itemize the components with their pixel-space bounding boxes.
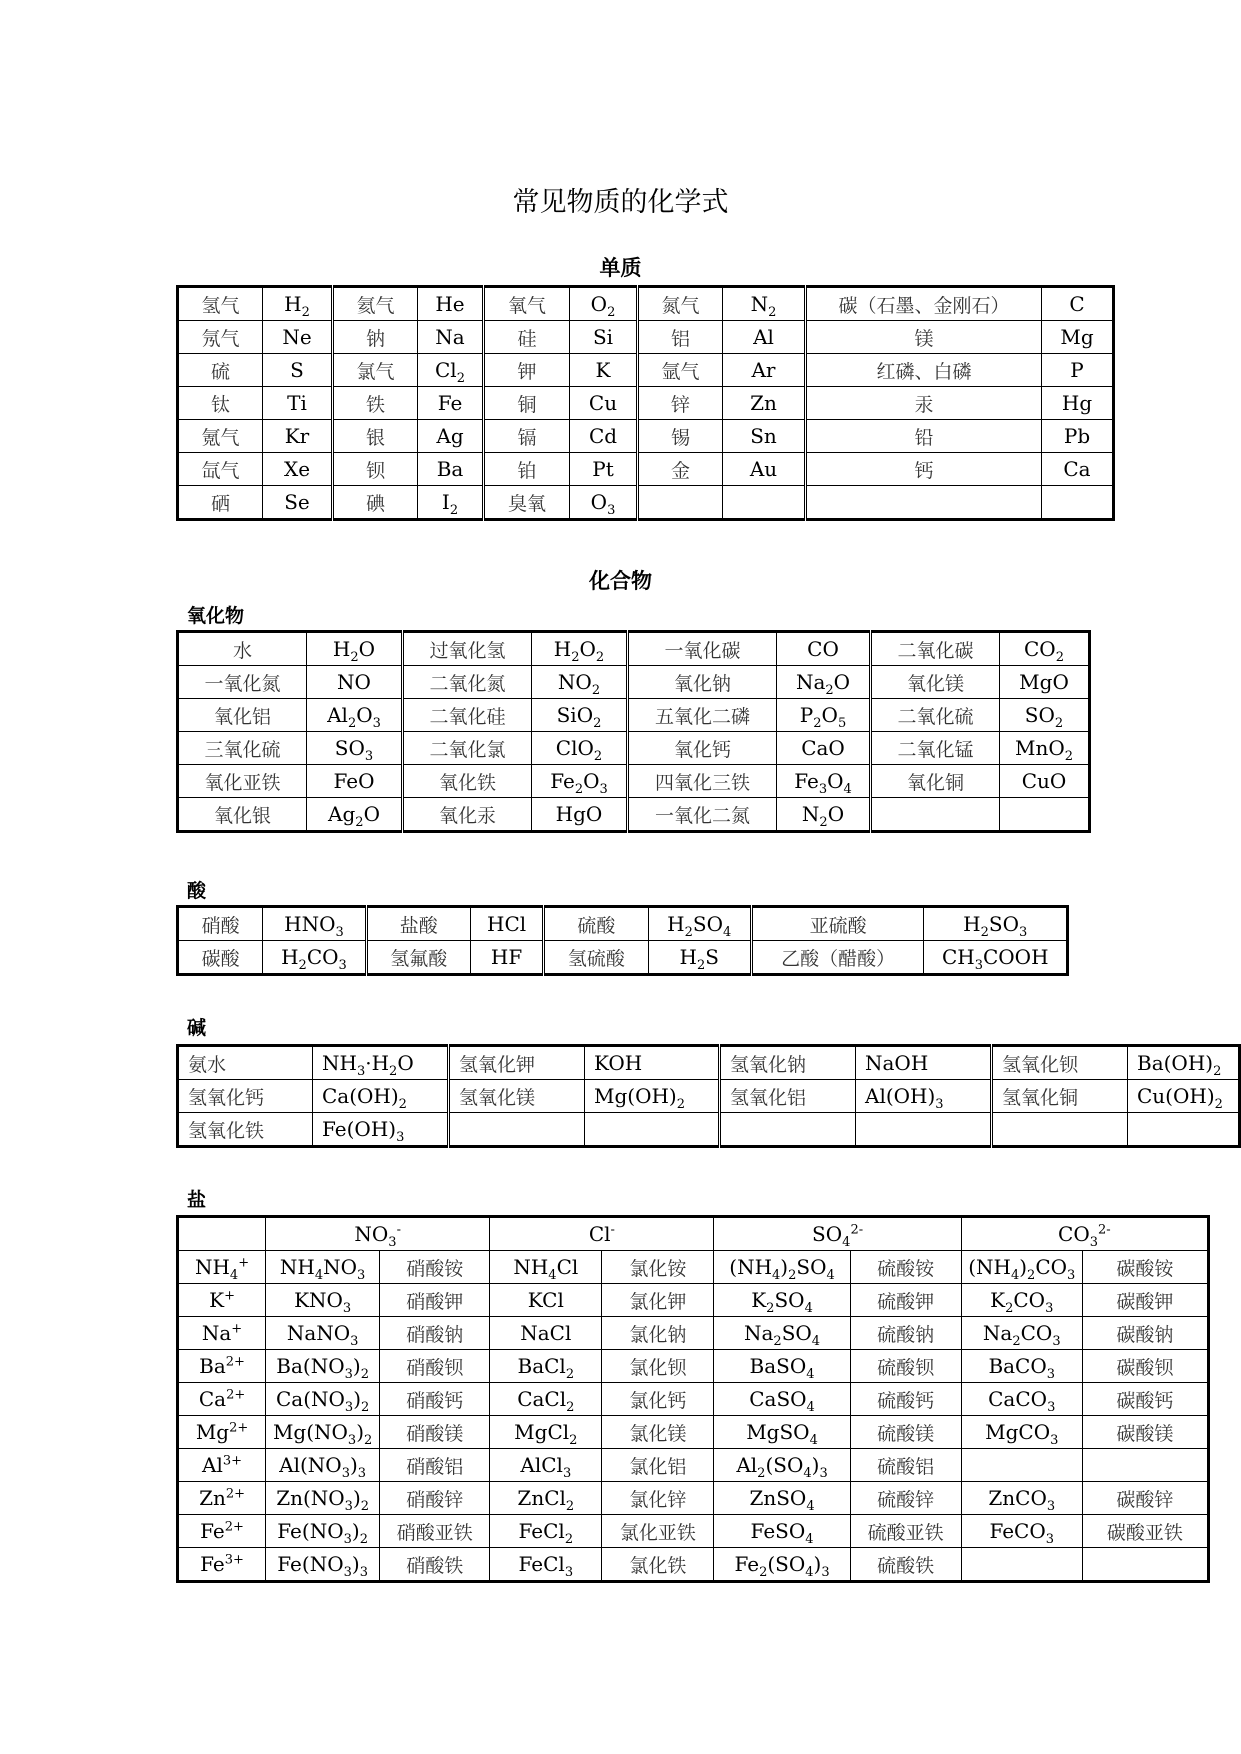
oxide-formula-cell: $SO_2$ [1000, 699, 1090, 732]
oxide-formula-cell: $Fe_3O_4$ [777, 765, 871, 798]
oxide-row [178, 632, 1090, 666]
element-name-cell: 镉 [484, 420, 570, 453]
compounds-heading: 化合物 [589, 569, 652, 593]
element-row [178, 321, 1114, 354]
element-formula-cell: $Cl_2$ [418, 354, 484, 387]
salt-formula-cell: CaCO$_3$ [961, 1383, 1082, 1416]
salt-formula-cell: $K_2SO_4$ [714, 1284, 850, 1317]
base-name-cell: 氨水 [178, 1046, 313, 1080]
salt-row [178, 1383, 1209, 1416]
salt-formula-cell: BaCl$_2$ [490, 1350, 602, 1383]
element-formula-cell: Se [263, 486, 333, 520]
base-formula-cell: KOH [585, 1046, 720, 1080]
salt-formula-cell: $(NH_4)_2CO_3$ [961, 1251, 1082, 1284]
salt-row [178, 1416, 1209, 1449]
element-formula-cell: Mg [1042, 321, 1114, 354]
salt-name-cell: 硝酸钠 [380, 1317, 490, 1350]
salt-formula-cell [961, 1548, 1082, 1582]
base-name-cell [720, 1113, 856, 1147]
salt-name-cell: 氯化锌 [602, 1482, 714, 1515]
cation-cell: Na+ [178, 1317, 266, 1350]
element-row [178, 453, 1114, 486]
salt-formula-cell: FeCO$_3$ [961, 1515, 1082, 1548]
salt-name-cell: 氯化钡 [602, 1350, 714, 1383]
salt-name-cell: 碳酸锌 [1082, 1482, 1208, 1515]
element-formula-cell: S [263, 354, 333, 387]
cation-cell: $Ca^{2+}$ [178, 1383, 266, 1416]
element-name-cell: 硫 [178, 354, 263, 387]
element-formula-cell: Pb [1042, 420, 1114, 453]
element-name-cell [638, 486, 723, 520]
oxide-name-cell: 水 [178, 632, 307, 666]
element-formula-cell: Pt [570, 453, 638, 486]
acid-row [178, 941, 1068, 975]
salt-name-cell: 氯化亚铁 [602, 1515, 714, 1548]
element-name-cell: 氧气 [484, 287, 570, 321]
element-name-cell: 铝 [638, 321, 723, 354]
salt-row [178, 1449, 1209, 1482]
acid-name-cell: 硫酸 [544, 907, 648, 941]
oxide-formula-cell: $H_2O_2$ [532, 632, 628, 666]
oxide-name-cell: 二氧化硫 [871, 699, 1000, 732]
salt-formula-cell: MgSO$_4$ [714, 1416, 850, 1449]
element-name-cell: 锡 [638, 420, 723, 453]
element-formula-cell [1042, 486, 1114, 520]
salt-formula-cell: $KNO_3$ [266, 1284, 380, 1317]
salt-name-cell: 硫酸钡 [850, 1350, 961, 1383]
salt-name-cell: 硫酸铵 [850, 1251, 961, 1284]
element-formula-cell: Ba [418, 453, 484, 486]
oxide-row [178, 699, 1090, 732]
salt-name-cell: 硫酸铁 [850, 1548, 961, 1582]
oxide-name-cell: 氧化铜 [871, 765, 1000, 798]
salt-formula-cell: FeCl$_3$ [490, 1548, 602, 1582]
oxide-name-cell: 二氧化锰 [871, 732, 1000, 765]
oxide-formula-cell: $Al_2O_3$ [307, 699, 403, 732]
element-formula-cell: Ne [263, 321, 333, 354]
element-name-cell: 氯气 [333, 354, 418, 387]
salt-name-cell: 硫酸钠 [850, 1317, 961, 1350]
element-formula-cell: $H_2$ [263, 287, 333, 321]
salt-row [178, 1317, 1209, 1350]
element-formula-cell: Na [418, 321, 484, 354]
salt-name-cell: 硝酸钡 [380, 1350, 490, 1383]
base-formula-cell: NaOH [856, 1046, 992, 1080]
salt-name-cell: 碳酸钠 [1082, 1317, 1208, 1350]
salt-name-cell: 硫酸钙 [850, 1383, 961, 1416]
salt-name-cell: 硫酸镁 [850, 1416, 961, 1449]
salt-formula-cell: $NH_4NO_3$ [266, 1251, 380, 1284]
salt-row [178, 1284, 1209, 1317]
element-formula-cell: K [570, 354, 638, 387]
element-formula-cell: Ca [1042, 453, 1114, 486]
salt-formula-cell: KCl [490, 1284, 602, 1317]
salt-header-row [178, 1217, 1209, 1251]
acids-table [176, 905, 1069, 976]
oxide-formula-cell: CaO [777, 732, 871, 765]
oxide-name-cell: 氧化铁 [403, 765, 532, 798]
salt-formula-cell: ZnCO$_3$ [961, 1482, 1082, 1515]
oxide-name-cell: 一氧化二氮 [628, 798, 777, 832]
elements-heading: 单质 [599, 256, 642, 280]
oxide-formula-cell: $N_2O$ [777, 798, 871, 832]
base-formula-cell: $NH_3\cdot H_2O$ [313, 1046, 449, 1080]
salt-formula-cell: $Ba(NO_3)_2$ [266, 1350, 380, 1383]
element-name-cell: 臭氧 [484, 486, 570, 520]
oxide-formula-cell: MnO$_2$ [1000, 732, 1090, 765]
salt-formula-cell: ZnSO$_4$ [714, 1482, 850, 1515]
oxide-formula-cell: CO [777, 632, 871, 666]
acid-formula-cell: $H_2SO_4$ [648, 907, 751, 941]
acid-formula-cell: $H_2S$ [648, 941, 751, 975]
salt-name-cell: 氯化铁 [602, 1548, 714, 1582]
base-formula-cell: $Mg(OH)_2$ [585, 1080, 720, 1113]
salt-row [178, 1251, 1209, 1284]
element-formula-cell: Cd [570, 420, 638, 453]
oxide-formula-cell: $NO_2$ [532, 666, 628, 699]
salt-name-cell: 硫酸钾 [850, 1284, 961, 1317]
salt-name-cell: 硝酸钾 [380, 1284, 490, 1317]
oxide-formula-cell: $Na_2O$ [777, 666, 871, 699]
base-formula-cell: $Fe(OH)_3$ [313, 1113, 449, 1147]
salt-row [178, 1515, 1209, 1548]
element-name-cell: 铁 [333, 387, 418, 420]
oxide-name-cell: 四氧化三铁 [628, 765, 777, 798]
element-name-cell: 锌 [638, 387, 723, 420]
salt-formula-cell [961, 1449, 1082, 1482]
salt-name-cell: 硫酸锌 [850, 1482, 961, 1515]
oxide-formula-cell: MgO [1000, 666, 1090, 699]
salt-formula-cell: $K_2CO_3$ [961, 1284, 1082, 1317]
cation-cell: $Zn^{2+}$ [178, 1482, 266, 1515]
salt-name-cell: 硝酸镁 [380, 1416, 490, 1449]
acid-formula-cell: $H_2CO_3$ [263, 941, 366, 975]
salt-formula-cell: FeSO$_4$ [714, 1515, 850, 1548]
salt-row [178, 1482, 1209, 1515]
salts-heading: 盐 [187, 1189, 207, 1211]
salt-name-cell: 氯化钾 [602, 1284, 714, 1317]
salt-row [178, 1350, 1209, 1383]
oxide-formula-cell: $SO_3$ [307, 732, 403, 765]
acid-name-cell: 碳酸 [178, 941, 263, 975]
element-formula-cell: Hg [1042, 387, 1114, 420]
salt-name-cell: 氯化镁 [602, 1416, 714, 1449]
salt-formula-cell: $Mg(NO_3)_2$ [266, 1416, 380, 1449]
cation-cell: $Fe^{2+}$ [178, 1515, 266, 1548]
base-name-cell: 氢氧化钾 [449, 1046, 585, 1080]
element-name-cell [806, 486, 1042, 520]
oxide-name-cell: 二氧化碳 [871, 632, 1000, 666]
oxide-formula-cell: $H_2O$ [307, 632, 403, 666]
oxide-formula-cell: $P_2O_5$ [777, 699, 871, 732]
base-name-cell: 氢氧化钠 [720, 1046, 856, 1080]
element-name-cell: 氖气 [178, 321, 263, 354]
cation-cell: $Fe^{3+}$ [178, 1548, 266, 1582]
salt-name-cell: 碳酸钙 [1082, 1383, 1208, 1416]
salt-formula-cell: $Al_2(SO_4)_3$ [714, 1449, 850, 1482]
acid-formula-cell: $H_2SO_3$ [924, 907, 1068, 941]
salt-formula-cell: $(NH_4)_2SO_4$ [714, 1251, 850, 1284]
oxide-name-cell: 氧化钠 [628, 666, 777, 699]
salt-name-cell: 硝酸铵 [380, 1251, 490, 1284]
salt-formula-cell: $Na_2CO_3$ [961, 1317, 1082, 1350]
oxide-name-cell: 氧化铝 [178, 699, 307, 732]
element-row [178, 354, 1114, 387]
oxide-row [178, 732, 1090, 765]
base-name-cell: 氢氧化钡 [992, 1046, 1128, 1080]
element-name-cell: 氩气 [638, 354, 723, 387]
element-formula-cell: Au [723, 453, 806, 486]
base-formula-cell [1128, 1113, 1240, 1147]
oxide-formula-cell: NO [307, 666, 403, 699]
element-name-cell: 镁 [806, 321, 1042, 354]
acid-name-cell: 氢硫酸 [544, 941, 648, 975]
element-name-cell: 钡 [333, 453, 418, 486]
oxides-table [176, 630, 1091, 833]
oxide-name-cell: 氧化银 [178, 798, 307, 832]
acid-formula-cell: HF [470, 941, 543, 975]
element-name-cell: 硅 [484, 321, 570, 354]
salt-name-cell: 碳酸钾 [1082, 1284, 1208, 1317]
element-name-cell: 铜 [484, 387, 570, 420]
salt-formula-cell: MgCO$_3$ [961, 1416, 1082, 1449]
element-formula-cell: Ar [723, 354, 806, 387]
element-name-cell: 氢气 [178, 287, 263, 321]
acids-heading: 酸 [187, 880, 207, 902]
anion-header: $NO_3^-$ [266, 1217, 490, 1251]
oxide-name-cell: 三氧化硫 [178, 732, 307, 765]
salt-formula-cell: $Ca(NO_3)_2$ [266, 1383, 380, 1416]
cation-cell: $Ba^{2+}$ [178, 1350, 266, 1383]
base-formula-cell: $Ca(OH)_2$ [313, 1080, 449, 1113]
salt-formula-cell: NaCl [490, 1317, 602, 1350]
salt-corner-cell [178, 1217, 266, 1251]
salt-name-cell: 碳酸铵 [1082, 1251, 1208, 1284]
salt-name-cell: 氯化钠 [602, 1317, 714, 1350]
base-name-cell [992, 1113, 1128, 1147]
element-formula-cell: Sn [723, 420, 806, 453]
oxide-name-cell: 一氧化氮 [178, 666, 307, 699]
element-formula-cell: $O_3$ [570, 486, 638, 520]
anion-header: $SO_4^{2-}$ [714, 1217, 961, 1251]
salt-name-cell: 氯化铝 [602, 1449, 714, 1482]
oxide-name-cell: 二氧化氯 [403, 732, 532, 765]
oxide-name-cell [871, 798, 1000, 832]
salt-formula-cell: $Na_2SO_4$ [714, 1317, 850, 1350]
salt-name-cell: 硝酸钙 [380, 1383, 490, 1416]
oxide-name-cell: 过氧化氢 [403, 632, 532, 666]
salt-name-cell: 硝酸亚铁 [380, 1515, 490, 1548]
salt-name-cell: 硫酸亚铁 [850, 1515, 961, 1548]
base-name-cell: 氢氧化铁 [178, 1113, 313, 1147]
oxide-formula-cell: $Fe_2O_3$ [532, 765, 628, 798]
element-formula-cell: He [418, 287, 484, 321]
element-name-cell: 红磷、白磷 [806, 354, 1042, 387]
element-formula-cell: P [1042, 354, 1114, 387]
oxide-name-cell: 氧化钙 [628, 732, 777, 765]
base-name-cell [449, 1113, 585, 1147]
salt-formula-cell: $Al(NO_3)_3$ [266, 1449, 380, 1482]
acid-name-cell: 乙酸（醋酸） [751, 941, 924, 975]
acid-name-cell: 盐酸 [366, 907, 470, 941]
element-formula-cell: Al [723, 321, 806, 354]
salt-name-cell: 硝酸铁 [380, 1548, 490, 1582]
base-row [178, 1080, 1240, 1113]
salt-formula-cell: $Fe(NO_3)_3$ [266, 1548, 380, 1582]
salt-formula-cell: CaSO$_4$ [714, 1383, 850, 1416]
cation-cell: $Mg^{2+}$ [178, 1416, 266, 1449]
salt-formula-cell: NaNO$_3$ [266, 1317, 380, 1350]
base-formula-cell: $Cu(OH)_2$ [1128, 1080, 1240, 1113]
salt-name-cell: 硫酸铝 [850, 1449, 961, 1482]
element-name-cell: 金 [638, 453, 723, 486]
salt-formula-cell: $Fe_2(SO_4)_3$ [714, 1548, 850, 1582]
base-name-cell: 氢氧化铜 [992, 1080, 1128, 1113]
salt-formula-cell: AlCl$_3$ [490, 1449, 602, 1482]
oxide-name-cell: 氧化镁 [871, 666, 1000, 699]
oxide-row [178, 666, 1090, 699]
oxide-formula-cell: ClO$_2$ [532, 732, 628, 765]
oxide-formula-cell: $CO_2$ [1000, 632, 1090, 666]
oxide-formula-cell: CuO [1000, 765, 1090, 798]
salt-name-cell: 氯化钙 [602, 1383, 714, 1416]
element-name-cell: 碘 [333, 486, 418, 520]
element-formula-cell: $I_2$ [418, 486, 484, 520]
bases-table [176, 1044, 1241, 1148]
salt-name-cell: 碳酸亚铁 [1082, 1515, 1208, 1548]
oxide-formula-cell [1000, 798, 1090, 832]
element-name-cell: 钾 [484, 354, 570, 387]
element-name-cell: 硒 [178, 486, 263, 520]
salt-formula-cell: BaCO$_3$ [961, 1350, 1082, 1383]
element-name-cell: 银 [333, 420, 418, 453]
element-name-cell: 碳（石墨、金刚石） [806, 287, 1042, 321]
salt-name-cell: 碳酸钡 [1082, 1350, 1208, 1383]
salt-name-cell: 碳酸镁 [1082, 1416, 1208, 1449]
salt-name-cell: 硝酸铝 [380, 1449, 490, 1482]
element-formula-cell: C [1042, 287, 1114, 321]
oxide-formula-cell: HgO [532, 798, 628, 832]
anion-header: $CO_3^{2-}$ [961, 1217, 1208, 1251]
element-name-cell: 钠 [333, 321, 418, 354]
element-name-cell: 铂 [484, 453, 570, 486]
oxide-name-cell: 一氧化碳 [628, 632, 777, 666]
oxide-name-cell: 氧化亚铁 [178, 765, 307, 798]
oxide-row [178, 798, 1090, 832]
element-name-cell: 氮气 [638, 287, 723, 321]
salt-formula-cell: MgCl$_2$ [490, 1416, 602, 1449]
salt-name-cell: 氯化铵 [602, 1251, 714, 1284]
element-formula-cell: Zn [723, 387, 806, 420]
element-name-cell: 钙 [806, 453, 1042, 486]
acid-formula-cell: $HNO_3$ [263, 907, 366, 941]
oxide-name-cell: 氧化汞 [403, 798, 532, 832]
element-row [178, 420, 1114, 453]
base-name-cell: 氢氧化铝 [720, 1080, 856, 1113]
base-formula-cell [585, 1113, 720, 1147]
salt-name-cell: 硝酸锌 [380, 1482, 490, 1515]
oxide-row [178, 765, 1090, 798]
salt-formula-cell: FeCl$_2$ [490, 1515, 602, 1548]
acid-formula-cell: $CH_3COOH$ [924, 941, 1068, 975]
element-name-cell: 钛 [178, 387, 263, 420]
element-formula-cell: $O_2$ [570, 287, 638, 321]
page-title: 常见物质的化学式 [512, 187, 729, 218]
element-formula-cell: Si [570, 321, 638, 354]
element-name-cell: 汞 [806, 387, 1042, 420]
element-formula-cell: $N_2$ [723, 287, 806, 321]
base-formula-cell: $Ba(OH)_2$ [1128, 1046, 1240, 1080]
oxide-formula-cell: $Ag_2O$ [307, 798, 403, 832]
element-formula-cell: Ti [263, 387, 333, 420]
acid-formula-cell: HCl [470, 907, 543, 941]
element-formula-cell: Xe [263, 453, 333, 486]
acid-row [178, 907, 1068, 941]
element-name-cell: 氙气 [178, 453, 263, 486]
oxide-formula-cell: FeO [307, 765, 403, 798]
oxide-name-cell: 五氧化二磷 [628, 699, 777, 732]
base-name-cell: 氢氧化钙 [178, 1080, 313, 1113]
salt-formula-cell: $NH_4Cl$ [490, 1251, 602, 1284]
oxides-heading: 氧化物 [187, 605, 245, 627]
base-formula-cell: $Al(OH)_3$ [856, 1080, 992, 1113]
element-name-cell: 铅 [806, 420, 1042, 453]
element-name-cell: 氪气 [178, 420, 263, 453]
acid-name-cell: 氢氟酸 [366, 941, 470, 975]
base-row [178, 1113, 1240, 1147]
elements-table [176, 285, 1115, 521]
salt-name-cell [1082, 1449, 1208, 1482]
salts-table [176, 1215, 1210, 1583]
element-name-cell: 氦气 [333, 287, 418, 321]
bases-heading: 碱 [187, 1017, 207, 1039]
base-name-cell: 氢氧化镁 [449, 1080, 585, 1113]
acid-name-cell: 硝酸 [178, 907, 263, 941]
element-formula-cell: Ag [418, 420, 484, 453]
salt-formula-cell: $Zn(NO_3)_2$ [266, 1482, 380, 1515]
element-row [178, 287, 1114, 321]
salt-formula-cell: BaSO$_4$ [714, 1350, 850, 1383]
oxide-formula-cell: SiO$_2$ [532, 699, 628, 732]
cation-cell: $Al^{3+}$ [178, 1449, 266, 1482]
base-row [178, 1046, 1240, 1080]
acid-name-cell: 亚硫酸 [751, 907, 924, 941]
element-formula-cell: Kr [263, 420, 333, 453]
salt-formula-cell: CaCl$_2$ [490, 1383, 602, 1416]
element-row [178, 387, 1114, 420]
cation-cell: K+ [178, 1284, 266, 1317]
oxide-name-cell: 二氧化硅 [403, 699, 532, 732]
salt-name-cell [1082, 1548, 1208, 1582]
salt-formula-cell: $Fe(NO_3)_2$ [266, 1515, 380, 1548]
element-formula-cell: Fe [418, 387, 484, 420]
anion-header: Cl- [490, 1217, 714, 1251]
cation-cell: $NH_4^+$ [178, 1251, 266, 1284]
base-formula-cell [856, 1113, 992, 1147]
element-row [178, 486, 1114, 520]
oxide-name-cell: 二氧化氮 [403, 666, 532, 699]
element-formula-cell [723, 486, 806, 520]
element-formula-cell: Cu [570, 387, 638, 420]
salt-formula-cell: ZnCl$_2$ [490, 1482, 602, 1515]
salt-row [178, 1548, 1209, 1582]
